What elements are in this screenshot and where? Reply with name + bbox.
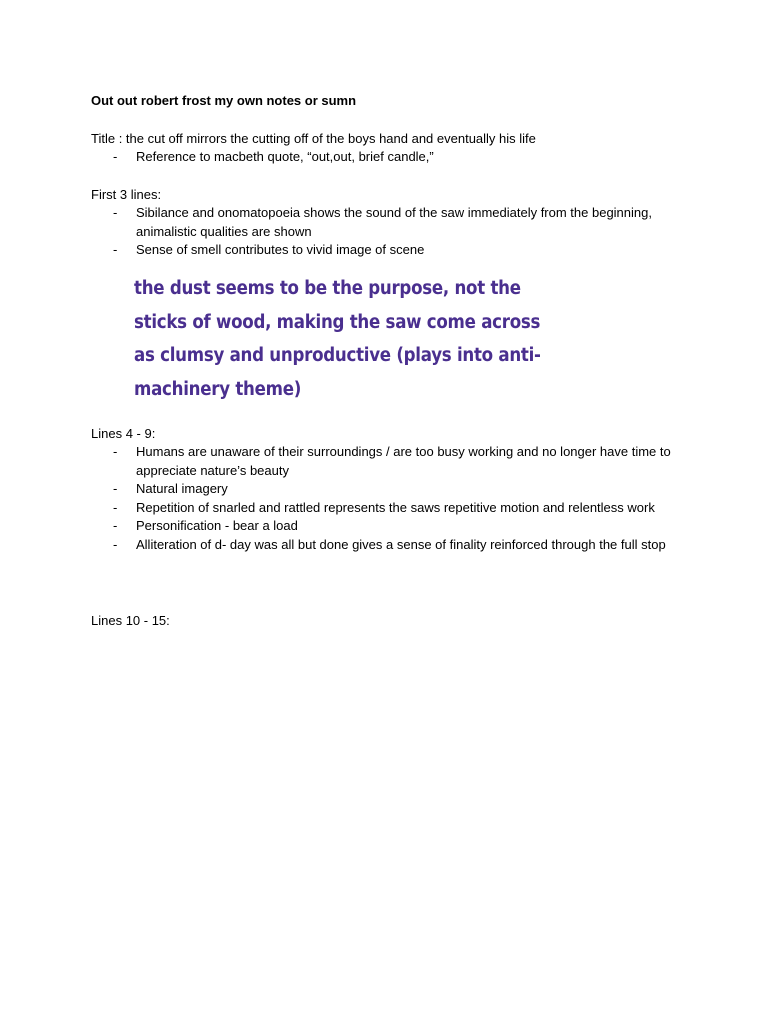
list-item — [113, 443, 671, 480]
section-heading-lines-10-15: Lines 10 - 15: — [91, 613, 170, 628]
bullet-text: Reference to macbeth quote, “out,out, brief candle,” — [136, 149, 434, 164]
bullet-text: Repetition of snarled and rattled represents the saws repetitive motion and relentless work — [136, 499, 655, 515]
bullet-dash: - — [113, 481, 118, 496]
handwritten-line: as clumsy and unproductive (plays into anti- — [134, 345, 541, 366]
bullet-dash: - — [113, 242, 118, 257]
list-item — [113, 241, 671, 260]
list-item — [113, 480, 671, 499]
handwritten-line: machinery theme) — [134, 378, 302, 400]
bullet-text: Alliteration of d- day was all but done gives a sense of finality reinforced through the full stop — [136, 536, 666, 552]
handwritten-line: sticks of wood, making the saw come across — [134, 311, 541, 333]
bullet-text: Humans are unaware of their surroundings / are too busy working and no longer have time to appreciate nature’s beauty — [136, 444, 671, 478]
list-item — [113, 148, 671, 167]
bullet-text: Natural imagery — [136, 481, 228, 496]
list-item — [113, 204, 671, 241]
list-item — [113, 517, 671, 536]
list-item — [113, 536, 671, 555]
bullet-list-title — [113, 148, 671, 167]
section-heading-lines-4-9: Lines 4 - 9: — [91, 426, 156, 441]
document-title: Out out robert frost my own notes or sumn — [91, 93, 357, 108]
section-heading-first-3-lines: First 3 lines: — [91, 187, 162, 202]
bullet-list-first-3-lines — [113, 204, 671, 260]
handwritten-note — [134, 272, 541, 406]
bullet-dash: - — [113, 149, 118, 164]
list-item — [113, 499, 671, 518]
bullet-dash: - — [113, 444, 118, 459]
handwritten-line: the dust seems to be the purpose, not the — [134, 278, 521, 299]
bullet-dash: - — [113, 518, 118, 533]
bullet-text: Personification - bear a load — [136, 518, 298, 533]
section-heading-title: Title : the cut off mirrors the cutting off of the boys hand and eventually his life — [91, 131, 536, 146]
bullet-list-lines-4-9 — [113, 443, 671, 554]
bullet-text: Sense of smell contributes to vivid image of scene — [136, 242, 425, 257]
bullet-dash: - — [113, 536, 118, 552]
bullet-dash: - — [113, 499, 118, 515]
bullet-dash: - — [113, 205, 118, 220]
bullet-text: Sibilance and onomatopoeia shows the sound of the saw immediately from the beginning, animalistic qualities are shown — [136, 205, 652, 239]
